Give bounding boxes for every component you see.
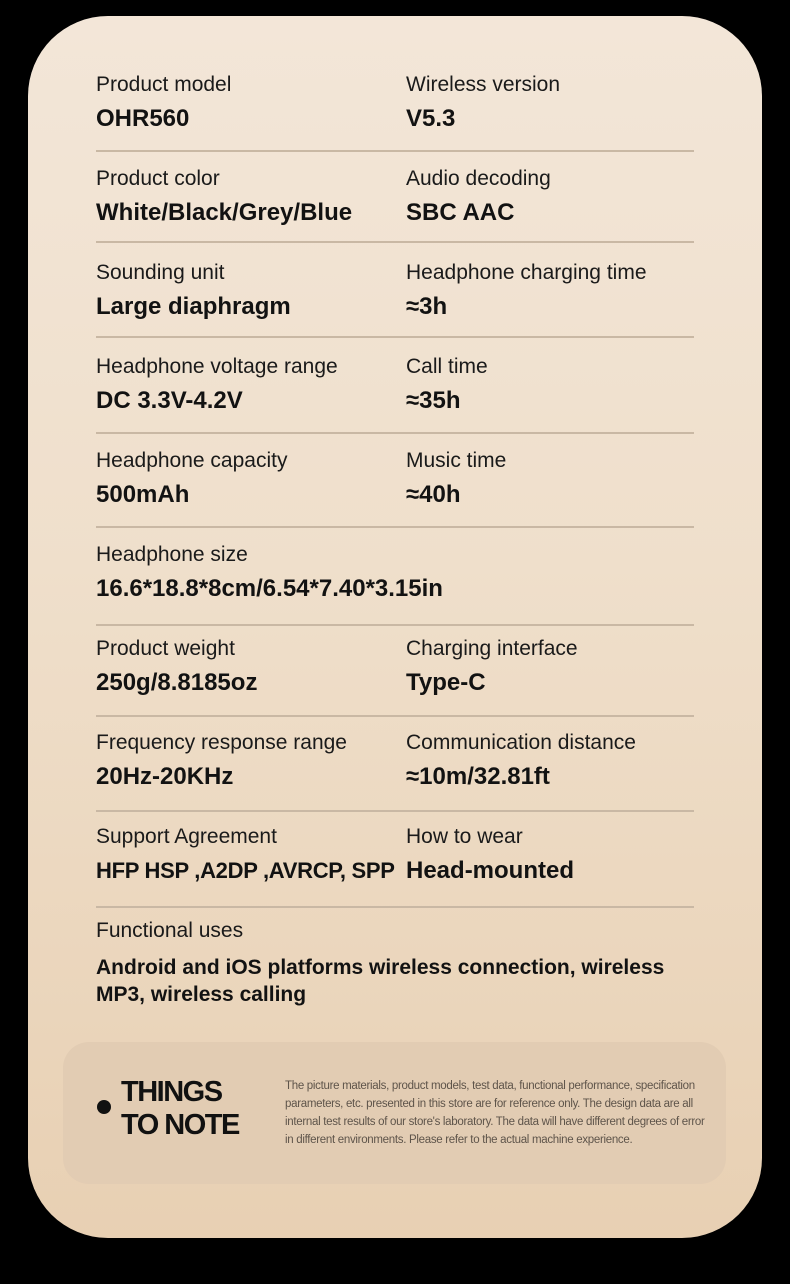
row-divider xyxy=(96,906,694,908)
spec-value: Large diaphragm xyxy=(96,293,291,320)
spec-label: Audio decoding xyxy=(406,167,551,190)
spec-label: Communication distance xyxy=(406,731,636,754)
row-divider xyxy=(96,150,694,152)
row-divider xyxy=(96,336,694,338)
spec-value: 16.6*18.8*8cm/6.54*7.40*3.15in xyxy=(96,575,443,602)
notice-title xyxy=(121,1076,271,1142)
spec-label: Support Agreement xyxy=(96,825,277,848)
spec-value: HFP HSP ,A2DP ,AVRCP, SPP xyxy=(96,858,395,883)
spec-label: Music time xyxy=(406,449,507,472)
spec-label: Headphone size xyxy=(96,543,248,566)
spec-label: Product color xyxy=(96,167,220,190)
spec-label: Product weight xyxy=(96,637,235,660)
spec-label: Call time xyxy=(406,355,488,378)
spec-value: DC 3.3V-4.2V xyxy=(96,387,243,414)
spec-label: Headphone voltage range xyxy=(96,355,338,378)
spec-value: Head-mounted xyxy=(406,857,574,884)
spec-value: White/Black/Grey/Blue xyxy=(96,199,353,226)
spec-label: Frequency response range xyxy=(96,731,347,754)
row-divider xyxy=(96,810,694,812)
notice-title-line: THINGS xyxy=(121,1076,222,1108)
spec-label: Sounding unit xyxy=(96,261,225,284)
spec-value: ≈10m/32.81ft xyxy=(406,763,550,790)
spec-card xyxy=(28,16,762,1238)
spec-label: Wireless version xyxy=(406,73,561,96)
spec-value: OHR560 xyxy=(96,105,190,132)
spec-value: V5.3 xyxy=(406,105,456,132)
row-divider xyxy=(96,526,694,528)
spec-label: Headphone charging time xyxy=(406,261,647,284)
row-divider xyxy=(96,432,694,434)
spec-value: ≈40h xyxy=(406,481,461,508)
spec-value: 500mAh xyxy=(96,481,190,508)
row-divider xyxy=(96,624,694,626)
spec-value: 250g/8.8185oz xyxy=(96,669,258,696)
spec-value: ≈3h xyxy=(406,293,448,320)
bullet-icon xyxy=(97,1100,111,1114)
spec-value: 20Hz-20KHz xyxy=(96,763,234,790)
spec-value: ≈35h xyxy=(406,387,461,414)
spec-value: Type-C xyxy=(406,669,486,696)
spec-value: Android and iOS platforms wireless connection, wireless MP3, wireless calling xyxy=(96,956,665,1006)
notice-text: The picture materials, product models, test data, functional performance, specification parameters, etc. presented in this store are for reference only. The design data are all internal test results of our store's laboratory. The data will have different degrees of error in different environments. Please refer to the actual machine experience. xyxy=(285,1080,705,1146)
spec-value: SBC AAC xyxy=(406,199,515,226)
notice-box xyxy=(63,1042,726,1184)
spec-label: Functional uses xyxy=(96,919,244,942)
row-divider xyxy=(96,715,694,717)
spec-label: Product model xyxy=(96,73,232,96)
row-divider xyxy=(96,241,694,243)
spec-label: Charging interface xyxy=(406,637,578,660)
notice-title-line: TO NOTE xyxy=(121,1109,239,1141)
spec-label: How to wear xyxy=(406,825,523,848)
spec-label: Headphone capacity xyxy=(96,449,288,472)
